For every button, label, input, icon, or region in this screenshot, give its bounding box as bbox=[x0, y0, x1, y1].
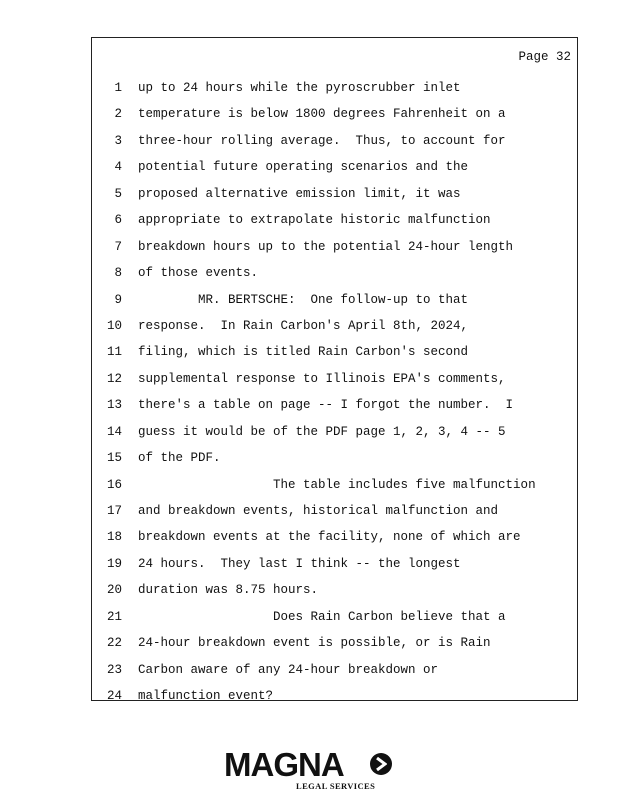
line-number: 2 bbox=[114, 107, 122, 122]
line-text: 24 hours. They last I think -- the longest bbox=[138, 556, 461, 571]
line-text: malfunction event? bbox=[138, 689, 274, 704]
line-number: 19 bbox=[106, 556, 122, 571]
line-text: supplemental response to Illinois EPA's comments, bbox=[138, 371, 506, 386]
line-number: 20 bbox=[106, 583, 122, 598]
line-text: appropriate to extrapolate historic malfunction bbox=[138, 213, 491, 228]
line-number: 10 bbox=[106, 318, 122, 333]
arrow-right-circle-icon bbox=[370, 753, 392, 775]
line-text: Does Rain Carbon believe that a bbox=[138, 609, 506, 624]
line-text: MR. BERTSCHE: One follow-up to that bbox=[138, 292, 469, 307]
line-number: 24 bbox=[106, 689, 122, 704]
line-number: 18 bbox=[106, 530, 122, 545]
line-text: breakdown events at the facility, none of which are bbox=[138, 530, 521, 545]
line-text: response. In Rain Carbon's April 8th, 2024, bbox=[138, 318, 469, 333]
line-text: three-hour rolling average. Thus, to account for bbox=[138, 133, 506, 148]
line-number: 12 bbox=[106, 371, 122, 386]
line-number: 7 bbox=[114, 239, 122, 254]
line-number: 15 bbox=[106, 451, 122, 466]
line-number: 6 bbox=[114, 213, 122, 228]
line-number: 9 bbox=[114, 292, 122, 307]
line-text: and breakdown events, historical malfunction and bbox=[138, 504, 499, 518]
line-number: 22 bbox=[106, 636, 122, 651]
line-text: duration was 8.75 hours. bbox=[138, 583, 319, 598]
line-number: 11 bbox=[106, 345, 122, 360]
logo-wordmark: MAGNA bbox=[224, 746, 344, 783]
line-text: filing, which is titled Rain Carbon's second bbox=[138, 345, 469, 360]
line-number: 1 bbox=[114, 81, 122, 95]
line-text: proposed alternative emission limit, it was bbox=[138, 186, 461, 201]
logo-subtitle: LEGAL SERVICES bbox=[296, 781, 376, 791]
line-text: guess it would be of the PDF page 1, 2, 3, 4 -- 5 bbox=[138, 424, 506, 439]
transcript-page bbox=[91, 37, 578, 704]
line-number: 21 bbox=[106, 609, 122, 624]
line-number: 14 bbox=[106, 424, 122, 439]
line-text: of the PDF. bbox=[138, 451, 221, 466]
line-text: temperature is below 1800 degrees Fahrenheit on a bbox=[138, 107, 506, 122]
line-number: 5 bbox=[114, 186, 122, 201]
line-text: there's a table on page -- I forgot the number. I bbox=[138, 398, 514, 413]
line-number: 3 bbox=[114, 133, 122, 148]
line-number: 17 bbox=[106, 504, 122, 518]
line-number: 16 bbox=[106, 477, 122, 492]
line-text: breakdown hours up to the potential 24-hour length bbox=[138, 239, 514, 254]
line-number: 8 bbox=[114, 266, 122, 281]
page-number: Page 32 bbox=[518, 50, 571, 64]
line-text: up to 24 hours while the pyroscrubber inlet bbox=[138, 81, 461, 95]
line-number: 4 bbox=[114, 160, 122, 175]
magna-logo bbox=[224, 748, 396, 792]
line-number: 13 bbox=[106, 398, 122, 413]
line-text: potential future operating scenarios and the bbox=[138, 160, 469, 175]
line-text: 24-hour breakdown event is possible, or is Rain bbox=[138, 636, 491, 651]
line-text: of those events. bbox=[138, 266, 259, 281]
line-text: The table includes five malfunction bbox=[138, 477, 536, 492]
line-text: Carbon aware of any 24-hour breakdown or bbox=[138, 662, 439, 677]
line-number: 23 bbox=[106, 662, 122, 677]
